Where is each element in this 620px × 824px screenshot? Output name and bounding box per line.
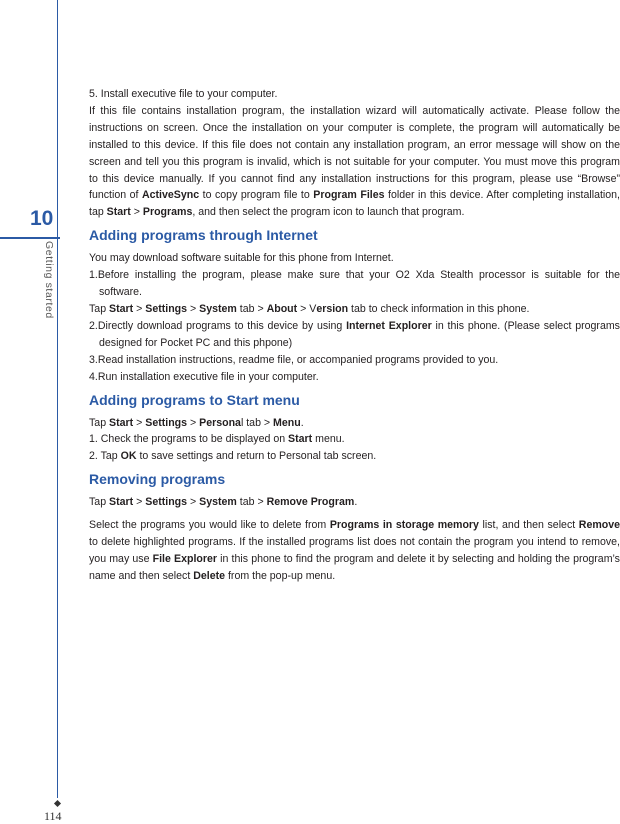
startmenu-step-1: 1. Check the programs to be displayed on Start menu.	[89, 433, 345, 446]
internet-item-2: 2.Directly download programs to this device by using Internet Explorer in this phone. (Please select programs designed for Pocket PC and this phpone)	[89, 319, 620, 349]
heading-internet: Adding programs through Internet	[89, 227, 318, 244]
heading-start-menu: Adding programs to Start menu	[89, 391, 300, 408]
chapter-rule	[0, 237, 60, 239]
chapter-title: Getting started	[43, 241, 55, 319]
margin-rule	[57, 0, 58, 798]
removing-paragraph: Select the programs you would like to delete from Programs in storage memory list, and then select Remove to delete highlighted programs. If the installed programs list does not contain the program you intend to remove, you may use File Explorer in this phone to find the program and delete it by selecting and holding the program’s name and then select Delete from the pop-up menu.	[89, 519, 620, 582]
page-content	[89, 86, 620, 585]
chapter-number: 10	[30, 207, 54, 230]
startmenu-step-2: 2. Tap OK to save settings and return to Personal tab screen.	[89, 450, 377, 463]
removing-tap-path: Tap Start > Settings > System tab > Remove Program.	[89, 496, 358, 509]
internet-item-4: 4.Run installation executive file in your computer.	[89, 370, 319, 383]
internet-tap-path: Tap Start > Settings > System tab > About > Version tab to check information in this phone.	[89, 302, 530, 315]
startmenu-tap-path: Tap Start > Settings > Personal tab > Menu.	[89, 416, 304, 429]
internet-item-1: 1.Before installing the program, please make sure that your O2 Xda Stealth processor is suitable for the software.	[89, 269, 620, 299]
diamond-icon	[54, 800, 61, 807]
heading-removing: Removing programs	[89, 471, 226, 488]
page-number: 114	[44, 809, 62, 823]
install-paragraph: If this file contains installation program, the installation wizard will automatically activate. Please follow the instructions on screen. Once the installation on your computer is complete, the program will automatically be installed to this device. If this file does not contain any installation program, an error message will show on the screen and tell you this program is invalid, which is not suitable for your computer. You must move this program to this device manually. If you cannot find any installation instructions for this program, please use “Browse” function of ActiveSync to copy program file to Program Files folder in this device. After completing installation, tap Start > Programs, and then select the program icon to launch that program.	[89, 104, 620, 219]
internet-intro: You may download software suitable for this phone from Internet.	[89, 252, 394, 265]
install-step-5: 5. Install executive file to your computer.	[89, 88, 278, 100]
internet-item-3: 3.Read installation instructions, readme file, or accompanied programs provided to you.	[89, 353, 499, 366]
